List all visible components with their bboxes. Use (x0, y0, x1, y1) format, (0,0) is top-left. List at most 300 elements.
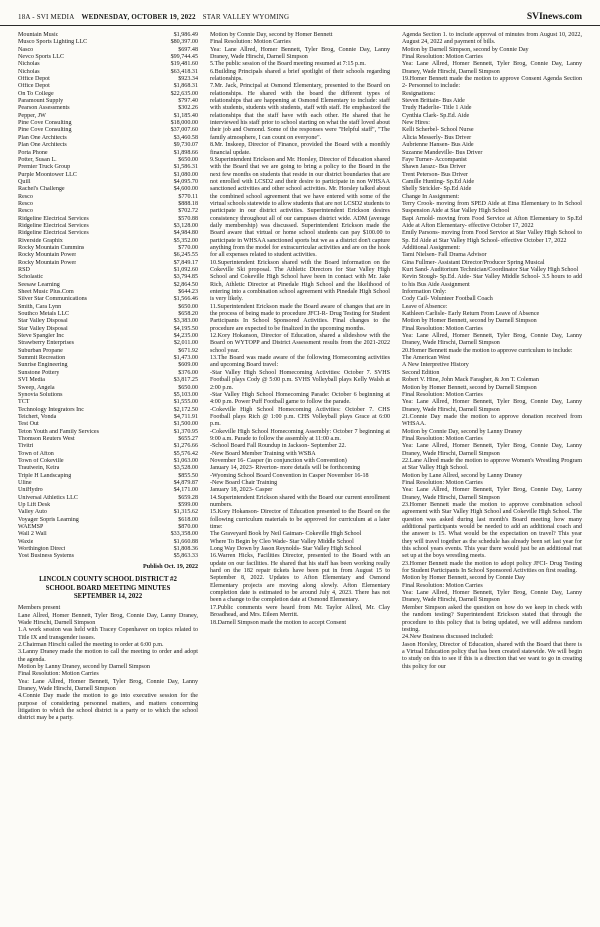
vendor-amount: $4,171.00 (173, 487, 198, 494)
vendor-row (18, 216, 198, 223)
vendor-amount: $63,418.31 (170, 68, 198, 75)
vendor-row (18, 127, 198, 134)
vendor-amount: $1,500.00 (173, 421, 198, 428)
vendor-name: Rocky Mountain Power (18, 252, 77, 259)
vendor-name: Summit Recreation (18, 355, 66, 362)
vendor-name: Star Valley Disposal (18, 325, 68, 332)
minutes-paragraph: -Star Valley High School Homecoming Activities: October 7. SVHS Football plays Cody @ 5:00 p.m. SVHS Volleyball plays Kelly Walsh at 2:00 p.m. (210, 369, 390, 391)
vendor-row (18, 282, 198, 289)
minutes-paragraph: Kevin Stough- Sp.Ed. Aide- Star Valley Middle School- 3.5 hours to add to his Bus Aide Assignment (402, 274, 582, 288)
vendor-name: Steve Spangler Inc (18, 333, 65, 340)
vendor-row (18, 304, 198, 311)
minutes-paragraph: Trent Peterson- Bus Driver (402, 171, 468, 178)
minutes-paragraph: -Cokeville High School Homecoming Activities: October 7. CHS Football plays Rich @ 1:00 p.m. CHS Volleyball plays Grace at 6:00 p.m. (210, 406, 390, 428)
vendor-name: Scholastic (18, 274, 44, 281)
header-left (18, 13, 294, 21)
vendor-row (18, 333, 198, 340)
vendor-list (18, 32, 198, 561)
minutes-paragraph: Jason Horsley, Director of Education, shared with the Board that there is a Virtual Education policy that has been created statewide. We will begin to study on this to see if this is a direction that we want to go in creating this policy for our (402, 641, 582, 670)
minutes-paragraph: Yea: Lane Allred, Homer Bennett, Tyler Brog, Connie Day, Lanny Draney, Wade Hirschi, Darnell Simpson (402, 590, 582, 604)
vendor-row (18, 524, 198, 531)
vendor-amount: $3,817.25 (173, 377, 198, 384)
column-2 (210, 32, 390, 922)
vendor-name: Quill (18, 178, 31, 185)
vendor-name: Resco (18, 208, 33, 215)
minutes-paragraph: Kurt Sand- Auditorium Technician/Coordinator Star Valley High School (402, 267, 579, 273)
vendor-row (18, 76, 198, 83)
vendor-name: Office Depot (18, 83, 50, 90)
vendor-name: Ridgeline Electrical Services (18, 222, 89, 229)
vendor-name: Test Out (18, 421, 39, 428)
vendor-name: Office Depot (18, 76, 50, 83)
minutes-paragraph: Camille Hunting- Sp.Ed Aide (402, 178, 475, 185)
vendor-amount: $1,868.31 (173, 83, 198, 90)
vendor-amount: $99,744.45 (170, 54, 198, 61)
vendor-row (18, 318, 198, 325)
vendor-row (18, 61, 198, 68)
minutes-paragraph: 16.Warren Hicks, Facilities Director, presented to the Board with an update on our facilities. He shared that his staff has been working really hard on the 182 repair tickets have been put in from August 15 to September 8, 2022. Updates to Afton Elementary and Osmond Elementary projects are moving along slowly. Afton Elementary completion date is estimated to be around July 4, 2023. There has not been a change to the completion date at Osmond Elementary. (210, 553, 390, 604)
vendor-name: RSD (18, 267, 30, 273)
vendor-name: UniHydro (18, 487, 43, 494)
vendor-name: Porta Phone (18, 149, 48, 156)
vendor-row (18, 502, 198, 509)
site-link[interactable]: SVInews.com (526, 12, 582, 22)
vendor-row (18, 546, 198, 553)
minutes-paragraph: Kelli Scherbel- School Nurse (402, 127, 474, 134)
vendor-name: WAEMSP (18, 524, 44, 531)
vendor-amount: $650.00 (178, 303, 198, 310)
vendor-row (18, 311, 198, 318)
vendor-name: Resco (18, 193, 33, 200)
minutes-paragraph: -Wyoming School Board Convention in Casper November 16-18 (210, 472, 369, 479)
vendor-amount: $6,245.55 (173, 252, 198, 259)
vendor-name: Suburban Propane (18, 347, 63, 354)
column-1 (18, 32, 198, 922)
vendor-name: Synovia Solutions (18, 391, 63, 398)
vendor-name: TCT (18, 399, 30, 406)
minutes-paragraph: Steven Brittain- Bus Aide (402, 98, 465, 105)
minutes-paragraph: 2.Chairman Hirschi called the meeting to order at 6:00 p.m. (18, 642, 164, 649)
vendor-amount: $4,984.80 (173, 230, 198, 237)
page-header (0, 0, 600, 26)
vendor-row (18, 517, 198, 524)
vendor-row (18, 150, 198, 157)
vendor-row (18, 245, 198, 252)
vendor-name: Pepper, JW (18, 112, 46, 119)
publish-line: Publish Oct. 19, 2022 (142, 563, 198, 570)
minutes-paragraph: 15.Kory Hokanson- Director of Education presented to the Board on the following curriculum materials to be approved for curriculum at a later time: (210, 509, 390, 531)
vendor-row (18, 414, 198, 421)
vendor-row (18, 157, 198, 164)
vendor-amount: $1,276.66 (173, 443, 198, 450)
vendor-amount: $18,000.00 (170, 120, 198, 127)
vendor-name: Tivitri (18, 443, 34, 450)
vendor-amount: $1,063.00 (173, 457, 198, 464)
vendor-row (18, 69, 198, 76)
minutes-paragraph: 3.Lanny Draney made the motion to call the meeting to order and adopt the agenda. (18, 649, 198, 663)
minutes-paragraph: Members present (18, 605, 61, 612)
vendor-row (18, 39, 198, 46)
minutes-paragraph: Yea: Lane Allred, Homer Bennett, Tyler Brog, Connie Day, Lanny Draney, Wade Hirschi, Darnell Simpson (402, 333, 582, 347)
vendor-name: Nicholas (18, 61, 40, 68)
vendor-amount: $650.00 (178, 384, 198, 391)
minutes-paragraph: 20.Homer Bennett made the motion to approve curriculum to include: (402, 347, 573, 354)
minutes-paragraph: Leave of Absence: (402, 303, 448, 310)
minutes-paragraph: 4.Connie Day made the motion to go into executive session for the purpose of considering personnel matters, and matters concerning litigation to which the school district is a party or to which the school district may be a party. (18, 693, 198, 722)
vendor-amount: $618.00 (178, 516, 198, 523)
vendor-name: Sheet Music Plus.Com (18, 289, 74, 296)
vendor-amount: $4,879.87 (173, 479, 198, 486)
vendor-amount: $870.00 (178, 524, 198, 531)
vendor-amount: $923.34 (178, 76, 198, 83)
vendor-name: Ridgeline Electrical Services (18, 215, 89, 222)
minutes-paragraph: Final Resolution: Motion Carries (402, 54, 483, 61)
vendor-row (18, 377, 198, 384)
vendor-row (18, 274, 198, 281)
minutes-title-line3: SEPTEMBER 14, 2022 (73, 592, 143, 600)
vendor-row (18, 436, 198, 443)
vendor-row (18, 120, 198, 127)
minutes-paragraph: 13.The Board was made aware of the following Homecoming activities and upcoming Board travel: (210, 355, 390, 369)
minutes-paragraph: Motion by Lanny Draney, second by Darnell Simpson (18, 664, 150, 671)
vendor-amount: $4,711.91 (173, 413, 198, 420)
minutes-paragraph: Information Only: (402, 289, 447, 296)
vendor-name: Star Valley Disposal (18, 318, 68, 325)
vendor-row (18, 186, 198, 193)
vendor-name: On To College (18, 90, 54, 97)
vendor-amount: $659.28 (178, 494, 198, 501)
vendor-name: Nicholas (18, 68, 40, 75)
vendor-amount: $1,555.00 (173, 399, 198, 406)
vendor-row (18, 487, 198, 494)
vendor-name: Plan One Architects (18, 142, 67, 149)
minutes-paragraph: Emily Parsons- moving from Food Service at Star Valley High School to Sp. Ed Aide at Star Valley High School- effective October 17, 2022 (402, 230, 582, 244)
vendor-name: Universal Athletics LLC (18, 494, 78, 501)
vendor-amount: $1,185.40 (173, 112, 198, 119)
minutes-paragraph: Final Resolution: Motion Carries (18, 671, 99, 678)
minutes-paragraph: Kathleen Carlisle- Early Return From Leave of Absence (402, 311, 540, 318)
minutes-paragraph: -New Board Member Training with WSBA (210, 450, 316, 457)
vendor-row (18, 172, 198, 179)
minutes-paragraph: November 16- Casper (in conjunction with Convention) (210, 457, 347, 464)
column-2-text (210, 32, 390, 627)
vendor-name: Thomson Reuters West (18, 435, 75, 442)
page-label: 18A - SVI MEDIA (18, 13, 75, 21)
vendor-amount: $797.40 (178, 98, 198, 105)
vendor-name: Plan One Architects (18, 134, 67, 141)
minutes-paragraph: The Graveyard Book by Neil Gaiman- Cokeville High School (210, 531, 362, 538)
minutes-paragraph: Resignations: (402, 90, 436, 97)
vendor-row (18, 348, 198, 355)
vendor-row (18, 164, 198, 171)
minutes-paragraph: -New Board Chair Training (210, 479, 278, 486)
vendor-row (18, 47, 198, 54)
vendor-amount: $4,235.00 (173, 333, 198, 340)
vendor-amount: $2,172.50 (173, 406, 198, 413)
vendor-amount: $5,576.42 (173, 450, 198, 457)
vendor-name: Riverside Graphix (18, 237, 63, 244)
minutes-paragraph: Motion by Lane Allred, second by Lanny Draney (402, 472, 523, 479)
vendor-name: Musco Sports Lighting LLC (18, 39, 88, 46)
minutes-paragraph: Additional Assignment: (402, 244, 461, 251)
vendor-row (18, 289, 198, 296)
vendor-amount: $5,103.00 (173, 391, 198, 398)
vendor-row (18, 296, 198, 303)
minutes-paragraph: Final Resolution: Motion Carries (402, 582, 483, 589)
minutes-paragraph: Alicia Messerly- Bus Driver (402, 134, 472, 141)
minutes-paragraph: Yea: Lane Allred, Homer Bennett, Tyler Brog, Connie Day, Lanny Draney, Wade Hirschi, Darnell Simpson (402, 487, 582, 501)
vendor-amount: $1,986.49 (173, 32, 198, 38)
vendor-name: Mountain Music (18, 32, 59, 38)
vendor-row (18, 429, 198, 436)
vendor-name: Purple Moontower LLC (18, 171, 77, 178)
vendor-name: Teton Youth and Family Services (18, 428, 99, 435)
vendor-amount: $4,095.70 (173, 178, 198, 185)
vendor-row (18, 179, 198, 186)
vendor-row (18, 355, 198, 362)
minutes-paragraph: A New Interpretive History (402, 362, 469, 369)
minutes-paragraph: 11.Superintendent Erickson made the Board aware of changes that are in the process of being made to procedure JFCI-R- Drug Testing for Student Participants In School Sponsored Activities. Final changes to the procedure are expected to be finalized in the upcoming months. (210, 303, 390, 332)
minutes-paragraph: Motion by Homer Bennett, second by Darnell Simpson (402, 384, 537, 391)
minutes-paragraph: Suzanne Mandeville- Bus Driver (402, 149, 483, 156)
minutes-paragraph: 14.Superintendent Erickson shared with the Board our current enrollment numbers. (210, 494, 390, 508)
vendor-row (18, 362, 198, 369)
vendor-amount: $5,352.00 (173, 237, 198, 244)
minutes-title (18, 576, 198, 601)
vendor-name: Seesaw Learning (18, 281, 60, 288)
minutes-paragraph: Motion by Connie Day, second by Homer Bennett (210, 32, 333, 38)
content-columns (0, 26, 600, 922)
vendor-row (18, 83, 198, 90)
vendor-name: Silver Star Communications (18, 296, 88, 303)
vendor-amount: $3,528.00 (173, 465, 198, 472)
vendor-row (18, 495, 198, 502)
vendor-name: Waxie (18, 538, 34, 545)
vendor-row (18, 113, 198, 120)
minutes-title-line2: SCHOOL BOARD MEETING MINUTES (45, 584, 171, 592)
minutes-paragraph: 12.Kory Hokanson, Director of Education, shared a slideshow with the Board on WYTOPP and District Assessment results from the 2021-2022 school year. (210, 333, 390, 354)
vendor-row (18, 473, 198, 480)
vendor-row (18, 465, 198, 472)
minutes-paragraph: 8.Mr. Inskeep, Director of Finance, provided the Board with a monthly financial update. (210, 142, 390, 156)
vendor-name: Nasco (18, 46, 34, 53)
minutes-paragraph: -Cokeville High School Homecoming Assembly: October 7 beginning at 9:00 a.m. Parade to follow the assembly at 11:00 a.m. (210, 428, 390, 442)
minutes-paragraph: Robert V. Hine, John Mack Faragher, & Jon T. Coleman (402, 377, 539, 384)
minutes-paragraph: Terry Crook- moving from SPED Aide at Etna Elementary to In School Suspension Aide at Star Valley High School (402, 200, 582, 215)
minutes-paragraph: Change In Assignment: (402, 193, 460, 200)
minutes-paragraph: Yea: Lane Allred, Homer Bennett, Tyler Brog, Connie Day, Lanny Draney, Wade Hirschi, Darnell Simpson (402, 399, 582, 413)
minutes-paragraph: Yea: Lane Allred, Homer Bennett, Tyler Brog, Connie Day, Lanny Draney, Wade Hirschi, Darnell Simpson (210, 46, 390, 61)
vendor-row (18, 208, 198, 215)
vendor-row (18, 407, 198, 414)
minutes-paragraph: Faye Turner- Accompanist (402, 156, 467, 163)
vendor-amount: $3,794.85 (173, 274, 198, 281)
vendor-row (18, 105, 198, 112)
vendor-amount: $855.50 (178, 472, 198, 479)
vendor-row (18, 539, 198, 546)
vendor-row (18, 451, 198, 458)
vendor-amount: $599.00 (178, 502, 198, 508)
vendor-row (18, 392, 198, 399)
minutes-paragraph: Motion by Darnell Simpson, second by Connie Day (402, 46, 529, 53)
minutes-paragraph: 18.Darnell Simpson made the motion to accept Consent (210, 619, 347, 626)
minutes-paragraph: Shawn Jarazc- Bus Driver (402, 164, 466, 171)
minutes-paragraph: 23.Homer Bennett made the motion to approve combination school agreement with Star Valley High School and Cokeville High School. The question was asked during last month's Board meeting how many additional participants would be needed to add an additional coach and the answer is 15. What would be the expectation on travel? This year they will travel together as the schedule has already been set last year for this school years events. This year there would just be an additional mat set up at the boys wrestling meets. (402, 502, 582, 560)
minutes-paragraph: Motion by Homer Bennett, second by Darnell Simpson (402, 318, 537, 325)
vendor-name: Yost Business Systems (18, 553, 74, 560)
vendor-amount: $570.88 (178, 215, 198, 222)
vendor-amount: $658.20 (178, 311, 198, 318)
minutes-paragraph: Cody Cail- Volunteer Football Coach (402, 296, 493, 303)
vendor-name: Town of Afton (18, 450, 54, 457)
column-3 (402, 32, 582, 922)
vendor-name: Nevco Sports LLC (18, 54, 65, 61)
vendor-name: Pine Cove Consulting (18, 120, 72, 127)
vendor-row (18, 421, 198, 428)
minutes-paragraph: Shelly Strickler- Sp.Ed Aide (402, 186, 472, 193)
minutes-paragraph: The American West (402, 355, 451, 362)
vendor-amount: $5,863.33 (173, 553, 198, 560)
vendor-amount: $1,566.46 (173, 296, 198, 303)
vendor-amount: $1,660.88 (173, 538, 198, 545)
column-1-text (18, 605, 198, 723)
vendor-name: Sunstone Pottery (18, 369, 60, 376)
minutes-paragraph: 10.Superintendent Erickson shared with the Board information on the Cokeville Ski proposal. The Athletic Directors for Star Valley High School and Cokeville High School have been in contact with Mr. Jake Rich, Athletic Director at Pinedale High School and the likelihood of entering into a combination school agreement with Pinedale High School is very likely. (210, 259, 390, 303)
vendor-name: Resco (18, 200, 33, 207)
vendor-row (18, 135, 198, 142)
header-date: WEDNESDAY, OCTOBER 19, 2022 (81, 13, 196, 21)
vendor-amount: $1,092.60 (173, 267, 198, 273)
vendor-amount: $702.72 (178, 208, 198, 215)
vendor-amount: $2,011.00 (173, 340, 198, 347)
minutes-paragraph: New Hires: (402, 120, 430, 127)
vendor-row (18, 54, 198, 61)
minutes-paragraph: Cynthia Clark- Sp.Ed. Aide (402, 112, 470, 119)
vendor-name: Potter, Susan L. (18, 156, 57, 163)
vendor-name: Town of Cokeville (18, 457, 64, 464)
vendor-amount: $3,383.00 (173, 318, 198, 325)
minutes-paragraph: Motion by Connie Day, second by Lanny Draney (402, 428, 523, 435)
vendor-row (18, 443, 198, 450)
vendor-row (18, 91, 198, 98)
vendor-amount: $650.00 (178, 156, 198, 163)
vendor-row (18, 370, 198, 377)
vendor-amount: $1,808.36 (173, 546, 198, 553)
minutes-paragraph: Final Resolution: Motion Carries (402, 325, 483, 332)
vendor-name: Smith, Cara Lynn (18, 303, 62, 310)
minutes-paragraph: Second Edition (402, 369, 440, 376)
minutes-paragraph: 23.Homer Bennett made the motion to adopt policy JFCI- Drug Testing for Student Participants In School Sponsored Activities on first reading. (402, 560, 582, 575)
vendor-row (18, 201, 198, 208)
vendor-amount: $644.23 (178, 289, 198, 296)
vendor-amount: $19,481.60 (170, 61, 198, 68)
vendor-amount: $671.92 (178, 347, 198, 354)
vendor-row (18, 399, 198, 406)
minutes-paragraph: Trudy Haderlie- Title 1 Aide (402, 105, 472, 112)
minutes-paragraph: Long Way Down by Jason Reynolds- Star Valley High School (210, 546, 362, 553)
vendor-name: Worthington Direct (18, 546, 66, 553)
minutes-paragraph: Where To Begin by Cleo Wade- Star Valley Middle School (210, 538, 354, 545)
column-3-text (402, 32, 582, 671)
minutes-paragraph: -School Board Fall Roundup in Jackson- September 22. (210, 443, 347, 450)
vendor-name: Voyager Sopris Learning (18, 516, 79, 523)
minutes-paragraph: 22.Lane Allred made the motion to approve Women's Wrestling Program at Star Valley High School. (402, 457, 582, 472)
vendor-amount: $37,007.60 (170, 127, 198, 134)
vendor-name: SVI Media (18, 377, 45, 384)
vendor-name: Paramount Supply (18, 98, 64, 105)
vendor-amount: $609.00 (178, 362, 198, 369)
minutes-paragraph: Tami Nielsen- Fall Drama Advisor (402, 252, 487, 259)
vendor-row (18, 32, 198, 39)
vendor-row (18, 223, 198, 230)
vendor-name: Teichert, Vonda (18, 413, 57, 420)
vendor-row (18, 385, 198, 392)
vendor-amount: $3,460.58 (173, 134, 198, 141)
vendor-amount: $770.11 (178, 193, 198, 200)
vendor-row (18, 260, 198, 267)
vendor-amount: $22,635.00 (170, 90, 198, 97)
vendor-row (18, 230, 198, 237)
vendor-name: Pine Cove Consulting (18, 127, 72, 134)
vendor-amount: $9,730.07 (173, 142, 198, 149)
minutes-paragraph: Gina Fullmer- Assistant Director/Producer Spring Musical (402, 259, 545, 266)
vendor-amount: $2,864.50 (173, 281, 198, 288)
vendor-amount: $770.00 (178, 244, 198, 251)
vendor-amount: $697.48 (178, 46, 198, 53)
vendor-name: Valley Auto (18, 509, 47, 516)
vendor-name: Uline (18, 479, 32, 486)
minutes-paragraph: Yea: Lane Allred, Homer Bennett, Tyler Brog, Connie Day, Lanny Draney, Wade Hirschi, Darnell Simpson (402, 61, 582, 75)
minutes-paragraph: January 18, 2023- Casper (210, 487, 273, 494)
vendor-row (18, 194, 198, 201)
vendor-name: Rocky Mountain Power (18, 259, 77, 266)
minutes-paragraph: Lane Allred, Homer Bennett, Tyler Brog, Connie Day, Lanny Draney, Wade Hirschi, Darnell Simpson (18, 612, 198, 626)
minutes-paragraph: Yea: Lane Allred, Homer Bennett, Tyler Brog, Connie Day, Lanny Draney, Wade Hirschi, Darnell Simpson (18, 678, 198, 693)
vendor-amount: $1,080.00 (173, 171, 198, 178)
vendor-name: Southco Metals LLC (18, 311, 70, 318)
minutes-paragraph: Bapi Arnold- moving from Food Service at Afton Elementary to Sp.Ed Aide at Afton Elementary- effective October 17, 2022 (402, 215, 582, 229)
vendor-name: Rocky Mountain Cummins (18, 244, 85, 251)
vendor-amount: $4,600.00 (173, 186, 198, 193)
vendor-name: Rachel's Challenge (18, 186, 65, 193)
vendor-row (18, 458, 198, 465)
vendor-name: Strawberry Enterprises (18, 340, 75, 347)
minutes-paragraph: Aubrienne Hansen- Bus Aide (402, 142, 474, 149)
vendor-name: Up Lift Desk (18, 502, 51, 508)
minutes-paragraph: Motion by Homer Bennett, second by Connie Day (402, 575, 525, 582)
header-location: STAR VALLEY WYOMING (202, 13, 290, 21)
vendor-amount: $888.18 (178, 200, 198, 207)
vendor-amount: $1,370.95 (173, 428, 198, 435)
minutes-paragraph: Final Resolution: Motion Carries (402, 435, 483, 442)
minutes-paragraph: Final Resolution: Motion Carries (210, 39, 291, 46)
vendor-amount: $33,358.00 (170, 531, 198, 538)
vendor-row (18, 238, 198, 245)
minutes-paragraph: January 14, 2023- Riverton- more details will be forthcoming (210, 465, 361, 472)
vendor-row (18, 142, 198, 149)
vendor-row (18, 340, 198, 347)
minutes-title-line1: LINCOLN COUNTY SCHOOL DISTRICT #2 (39, 576, 177, 584)
vendor-row (18, 553, 198, 560)
minutes-paragraph: 9.Superintendent Erickson and Mr. Horsley, Director of Education shared with the Board that we are going to bring a policy to the Board in the next few months on students that reside in our district boundaries that are not enrolled with LCSD2 and their desire to participate in non WHSAA sanctioned activities and other school activities. Mr. Horsley talked about the combined school agreement that we have entered with some of the virtual schools statewide to allow students that are not LCSD2 students to participate in our district activities. Superintendent Erickson desires consistency throughout all of our campuses district wide. ADM (average daily membership) was discussed. Superintendent Erickson made the Board aware that virtual or home school students can pay $100.00 to participate in WHSAA sanctioned sports but we as a district don't capture anything from the model for extracurricular activities and are on the hook for all expenses related to student activities. (210, 156, 390, 259)
minutes-paragraph: 17.Public comments were heard from Mr. Taylor Allred, Mr. Clay Broadhead, and Mrs. Eileen Merritt. (210, 604, 390, 619)
minutes-paragraph: -Star Valley High School Homecoming Parade: October 6 beginning at 4:00 p.m. Power Puff Football game to follow the parade. (210, 391, 390, 406)
vendor-name: Wall 2 Wall (18, 531, 47, 538)
vendor-amount: $1,315.62 (173, 509, 198, 516)
minutes-paragraph: 5.The public session of the Board meeting resumed at 7:15 p.m. (210, 61, 366, 68)
vendor-amount: $376.00 (178, 369, 198, 376)
minutes-paragraph: 24.New Business discussed included: (402, 634, 494, 641)
